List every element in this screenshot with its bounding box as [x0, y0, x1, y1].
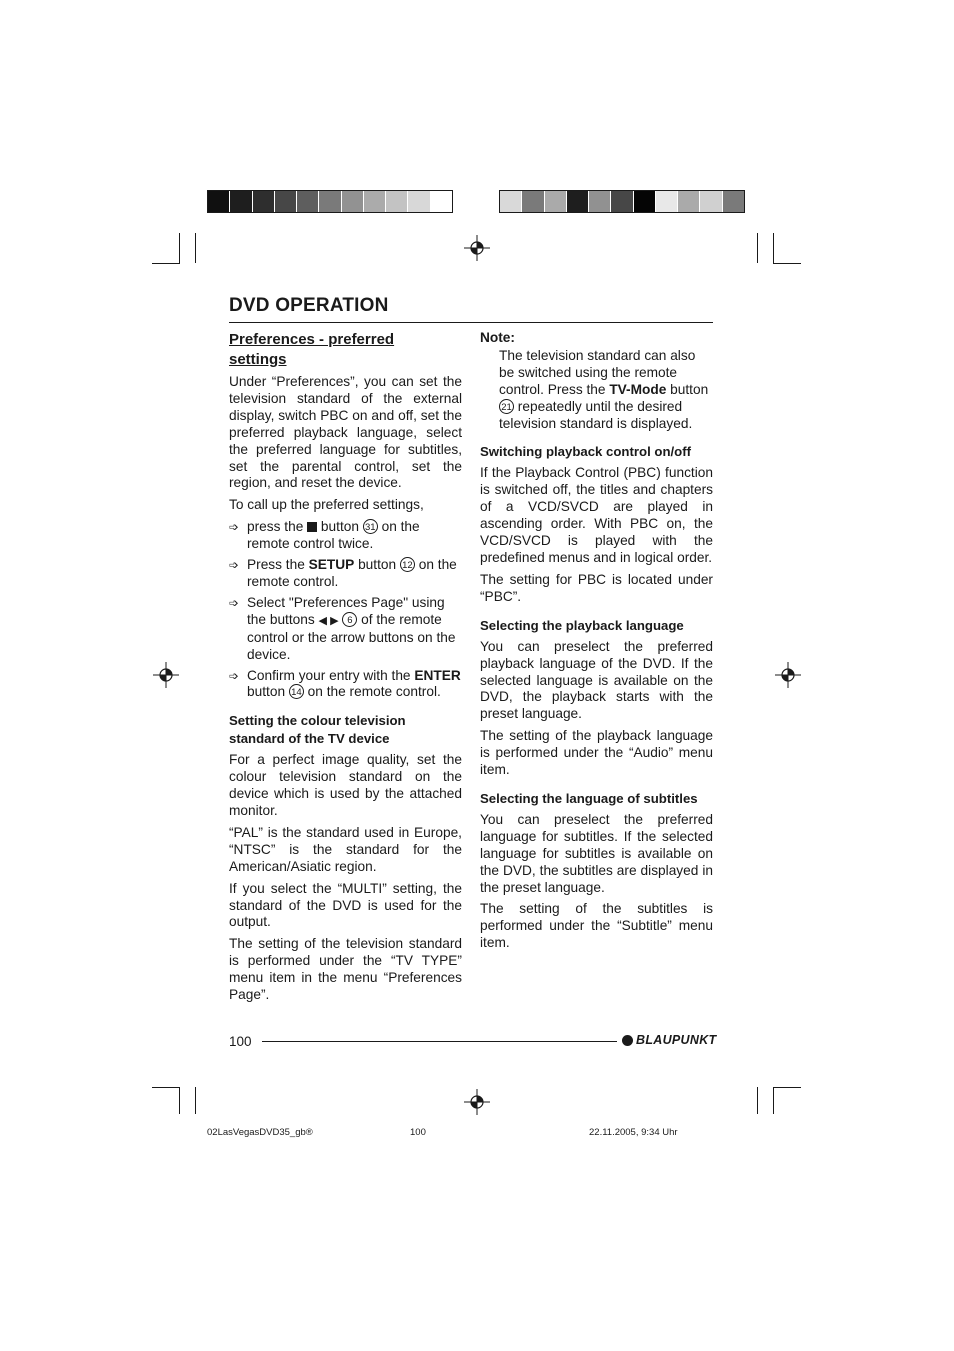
right-column — [480, 330, 713, 957]
list-item: ➩ Confirm your entry with the ENTER button 14 on the remote control. — [229, 667, 461, 700]
brand-dot-icon — [622, 1035, 633, 1046]
page-title: DVD OPERATION — [229, 295, 389, 316]
left-right-arrows-icon: ◀ ▶ — [318, 614, 339, 627]
note-body: The television standard can also be switched using the remote control. Press the TV-Mode button 21 repeatedly until the desired television standard is displayed. — [499, 347, 709, 431]
registration-mark-bottom-icon — [464, 1089, 490, 1115]
color-bar-right — [499, 190, 745, 213]
color-swatch — [500, 191, 522, 212]
subheading-playback-language: Selecting the playback language — [480, 617, 684, 633]
steps-list — [229, 519, 462, 701]
color-swatch — [297, 191, 319, 212]
list-item: ➩ press the button 31 on the remote control twice. — [229, 519, 420, 552]
paragraph: If you select the “MULTI” setting, the standard of the DVD is used for the output. — [229, 880, 462, 930]
color-swatch — [700, 191, 722, 212]
color-swatch — [364, 191, 386, 212]
slug-date: 22.11.2005, 9:34 Uhr — [589, 1127, 678, 1138]
paragraph: You can preselect the preferred language for subtitles. If the selected language for subtitles is available on the DVD, the subtitles are displayed in the preset language. — [480, 811, 713, 895]
color-bar-left — [207, 190, 453, 213]
color-swatch — [431, 191, 452, 212]
paragraph: If the Playback Control (PBC) function is switched off, the titles and chapters of a VCD/SVCD are played in ascending order. With PBC on, the VCD/SVCD is played with the predefined menus and in logical order. — [480, 465, 713, 565]
paragraph: The setting for PBC is located under “PBC”. — [480, 571, 713, 604]
color-swatch — [634, 191, 656, 212]
footer-rule — [262, 1041, 617, 1042]
intro-paragraph: Under “Preferences”, you can set the television standard of the external display, switch PBC on and off, set the preferred playback language, select the preferred language for subtitles, set the parental control, set the region, and reset the device. — [229, 374, 462, 491]
slug-page: 100 — [410, 1127, 426, 1138]
button-number-badge: 14 — [289, 684, 304, 699]
color-swatch — [678, 191, 700, 212]
pointing-arrow-icon: ➩ — [229, 558, 240, 573]
color-swatch — [545, 191, 567, 212]
paragraph: The setting of the subtitles is performed under the “Subtitle” menu item. — [480, 901, 713, 951]
paragraph: The setting of the television standard is performed under the “TV TYPE” menu item in the menu “Preferences Page”. — [229, 936, 462, 1003]
paragraph: For a perfect image quality, set the colour television standard on the device which is used by the attached monitor. — [229, 752, 462, 819]
color-swatch — [589, 191, 611, 212]
color-swatch — [208, 191, 230, 212]
registration-mark-right-icon — [775, 662, 801, 688]
section-title: Preferences - preferred settings — [229, 331, 395, 368]
color-swatch — [342, 191, 364, 212]
color-swatch — [656, 191, 678, 212]
color-swatch — [386, 191, 408, 212]
pointing-arrow-icon: ➩ — [229, 520, 240, 535]
stop-square-icon — [307, 522, 317, 532]
color-swatch — [522, 191, 544, 212]
color-swatch — [253, 191, 275, 212]
subheading-subtitles: Selecting the language of subtitles — [480, 790, 698, 806]
call-up-paragraph: To call up the preferred settings, — [229, 497, 424, 513]
color-swatch — [230, 191, 252, 212]
paragraph: The setting of the playback language is performed under the “Audio” menu item. — [480, 728, 713, 778]
color-swatch — [611, 191, 633, 212]
registration-mark-left-icon — [153, 662, 179, 688]
pointing-arrow-icon: ➩ — [229, 595, 240, 610]
paragraph: You can preselect the preferred playback language of the DVD. If the selected language is available on the DVD, the playback starts with the preset language. — [480, 638, 713, 722]
note-label: Note: — [480, 330, 515, 345]
color-swatch — [567, 191, 589, 212]
subheading-pbc: Switching playback control on/off — [480, 444, 692, 460]
list-item: ➩ Press the SETUP button 12 on the remote control. — [229, 557, 457, 589]
button-number-badge: 31 — [363, 519, 378, 534]
color-swatch — [408, 191, 430, 212]
left-column — [229, 330, 462, 1009]
paragraph: “PAL” is the standard used in Europe, “NTSC” is the standard for the American/Asiatic region. — [229, 824, 462, 874]
page-number: 100 — [229, 1034, 252, 1049]
color-swatch — [319, 191, 341, 212]
list-item: ➩ Select "Preferences Page" using the buttons ◀ ▶ 6 of the remote control or the arrow buttons on the device. — [229, 594, 456, 662]
button-number-badge: 21 — [499, 399, 514, 414]
brand-logo: BLAUPUNKT — [622, 1033, 716, 1047]
button-number-badge: 6 — [342, 612, 357, 627]
button-number-badge: 12 — [400, 557, 415, 572]
color-swatch — [723, 191, 744, 212]
title-rule — [229, 322, 713, 323]
subheading-colour-standard: Setting the colour television standard of the TV device — [229, 713, 406, 747]
pointing-arrow-icon: ➩ — [229, 668, 240, 683]
registration-mark-top-icon — [464, 235, 490, 261]
color-swatch — [275, 191, 297, 212]
slug-filename: 02LasVegasDVD35_gb® — [207, 1127, 313, 1138]
